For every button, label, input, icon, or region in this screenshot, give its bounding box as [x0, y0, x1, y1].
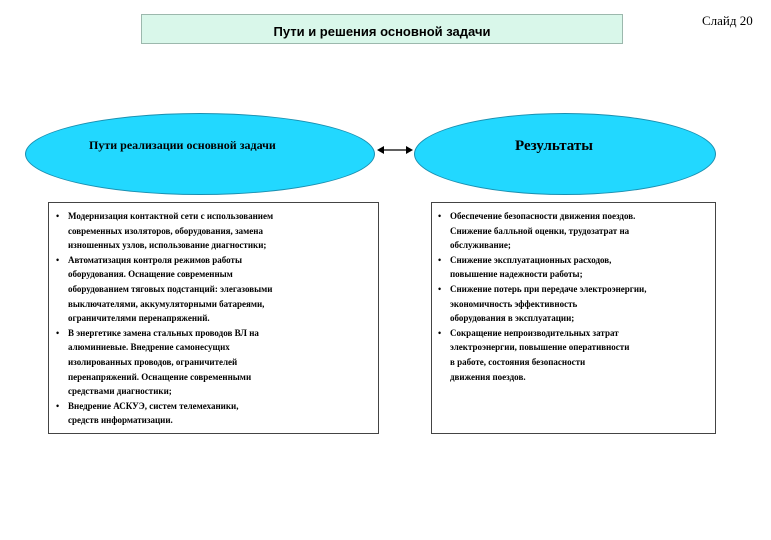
slide-number: Слайд 20: [702, 13, 753, 28]
item-text-line: оборудования в эксплуатации;: [450, 313, 575, 324]
list-item: [438, 209, 716, 253]
item-text-line: алюминиевые. Внедрение самонесущих: [68, 342, 230, 353]
item-text-line: электроэнергии, повышение оперативности: [450, 342, 630, 353]
left-heading: Пути реализации основной задачи: [89, 138, 276, 152]
item-text-line: В энергетике замена стальных проводов ВЛ на: [68, 327, 259, 338]
list-item: [56, 326, 376, 399]
item-text-line: Обеспечение безопасности движения поездов.: [450, 211, 636, 221]
item-text-line: Снижение эксплуатационных расходов,: [450, 254, 612, 265]
item-text-line: в работе, состояния безопасности: [450, 356, 586, 367]
list-item: [438, 253, 716, 282]
item-text-line: средств информатизации.: [68, 415, 173, 426]
bullet-icon: •: [56, 254, 60, 265]
item-text-line: оборудованием тяговых подстанций: элегазовыми: [68, 283, 273, 294]
item-text-line: Снижение потерь при передаче электроэнергии,: [450, 283, 647, 294]
item-text-line: ограничителями перенапряжений.: [68, 313, 210, 324]
slide-title-bar: [141, 14, 623, 44]
bullet-icon: •: [438, 254, 442, 265]
list-item: [56, 209, 376, 253]
item-text-line: экономичность эффективность: [450, 298, 578, 309]
item-text-line: Снижение балльной оценки, трудозатрат на: [450, 225, 630, 236]
list-item: [56, 399, 376, 428]
list-item: [438, 282, 716, 326]
left-item-list: [56, 209, 376, 428]
bullet-icon: •: [438, 327, 442, 338]
bullet-icon: •: [438, 283, 442, 294]
item-text-line: изношенных узлов, использование диагностики;: [68, 240, 267, 251]
item-text-line: повышение надежности работы;: [450, 269, 583, 280]
right-heading-ellipse: [414, 113, 716, 195]
left-content-box: [48, 202, 379, 434]
left-heading-ellipse: [25, 113, 375, 195]
right-content-box: [431, 202, 716, 434]
item-text-line: Автоматизация контроля режимов работы: [68, 254, 242, 265]
bullet-icon: •: [56, 400, 60, 411]
item-text-line: обслуживание;: [450, 240, 511, 251]
list-item: [56, 253, 376, 326]
bullet-icon: •: [56, 211, 60, 221]
bullet-icon: •: [56, 327, 60, 338]
item-text-line: Сокращение непроизводительных затрат: [450, 327, 619, 338]
item-text-line: Внедрение АСКУЭ, систем телемеханики,: [68, 400, 239, 411]
right-item-list: [438, 209, 716, 384]
right-heading: Результаты: [515, 138, 593, 154]
item-text-line: средствами диагностики;: [68, 386, 172, 397]
item-text-line: Модернизация контактной сети с использованием: [68, 211, 274, 221]
item-text-line: выключателями, аккумуляторными батареями,: [68, 298, 265, 309]
list-item: [438, 326, 716, 384]
item-text-line: перенапряжений. Оснащение современными: [68, 371, 252, 382]
bullet-icon: •: [438, 211, 442, 221]
double-arrow-icon: [377, 144, 413, 156]
item-text-line: изолированных проводов, ограничителей: [68, 356, 238, 367]
slide-title: Пути и решения основной задачи: [273, 23, 491, 39]
item-text-line: оборудования. Оснащение современным: [68, 269, 233, 280]
item-text-line: движения поездов.: [450, 371, 526, 382]
item-text-line: современных изоляторов, оборудования, замена: [68, 225, 263, 236]
